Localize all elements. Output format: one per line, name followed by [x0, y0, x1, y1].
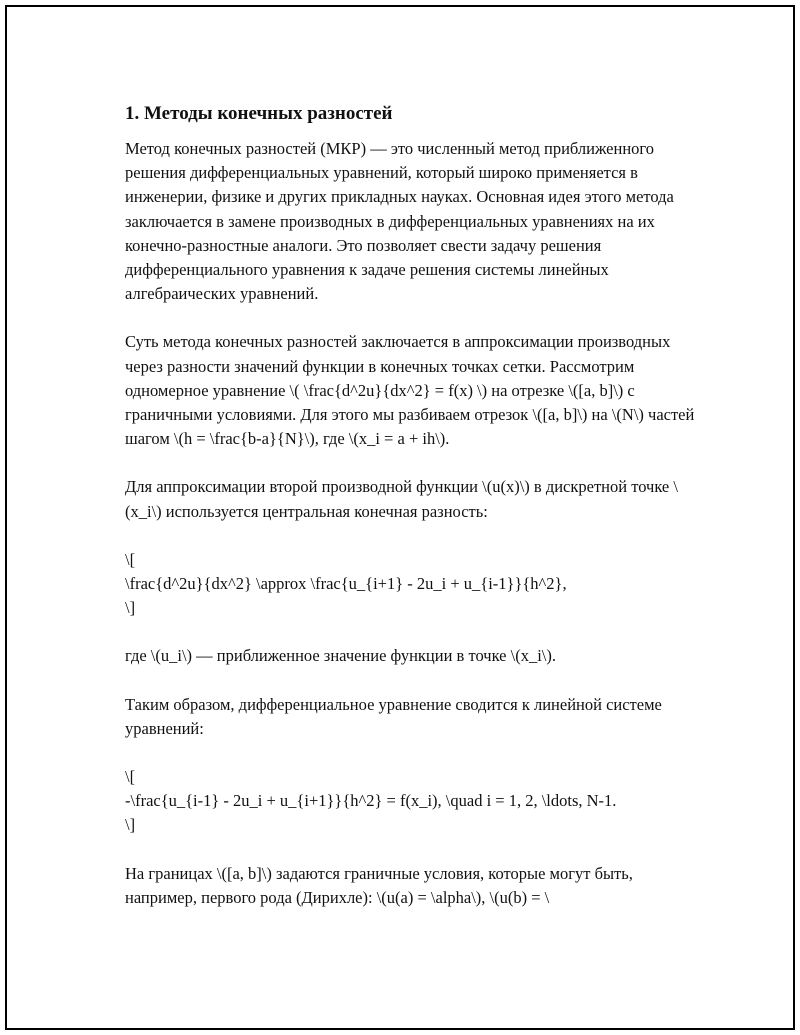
document-body — [125, 101, 705, 910]
formula-open-delimiter: \[ — [125, 767, 136, 787]
formula-body: -\frac{u_{i-1} - 2u_i + u_{i+1}}{h^2} = f(x_i), \quad i = 1, 2, \ldots, N-1. — [125, 791, 617, 811]
boundary-conditions-paragraph: На границах \([a, b]\) задаются граничные условия, которые могут быть, например, первого рода (Дирихле): \(u(a) = \alpha\), \(u(b) = \ — [125, 863, 633, 907]
central-difference-formula — [125, 548, 705, 621]
approximation-paragraph: Для аппроксимации второй производной функции \(u(x)\) в дискретной точке \(x_i\) используется центральная конечная разность: — [125, 477, 678, 521]
page-frame — [5, 5, 795, 1030]
formula-close-delimiter: \] — [125, 598, 136, 618]
system-paragraph: Таким образом, дифференциальное уравнение сводится к линейной системе уравнений: — [125, 694, 662, 738]
method-essence-paragraph: Суть метода конечных разностей заключается в аппроксимации производных через разности значений функции в конечных точках сетки. Рассмотрим одномерное уравнение \( \frac{d^2u}{dx^2} = f(x) \) на отрезке \([a, b]\) с граничными условиями. Для этого мы разбиваем отрезок \([a, b]\) на \(N\) частей шагом \(h = \frac{b-a}{N}\), где \(x_i = a + ih\). — [125, 332, 695, 449]
formula-open-delimiter: \[ — [125, 549, 136, 569]
section-heading: 1. Методы конечных разностей — [125, 103, 393, 124]
formula-body: \frac{d^2u}{dx^2} \approx \frac{u_{i+1} - 2u_i + u_{i-1}}{h^2}, — [125, 574, 567, 594]
definition-paragraph: где \(u_i\) — приближенное значение функции в точке \(x_i\). — [125, 646, 556, 666]
formula-close-delimiter: \] — [125, 815, 136, 835]
intro-paragraph: Метод конечных разностей (МКР) — это численный метод приближенного решения дифференциальных уравнений, который широко применяется в инженерии, физике и других прикладных науках. Основная идея этого метода заключается в замене производных в дифференциальных уравнениях на их конечно-разностные аналоги. Это позволяет свести задачу решения дифференциального уравнения к задаче решения системы линейных алгебраических уравнений. — [125, 139, 674, 304]
linear-system-formula — [125, 765, 705, 838]
